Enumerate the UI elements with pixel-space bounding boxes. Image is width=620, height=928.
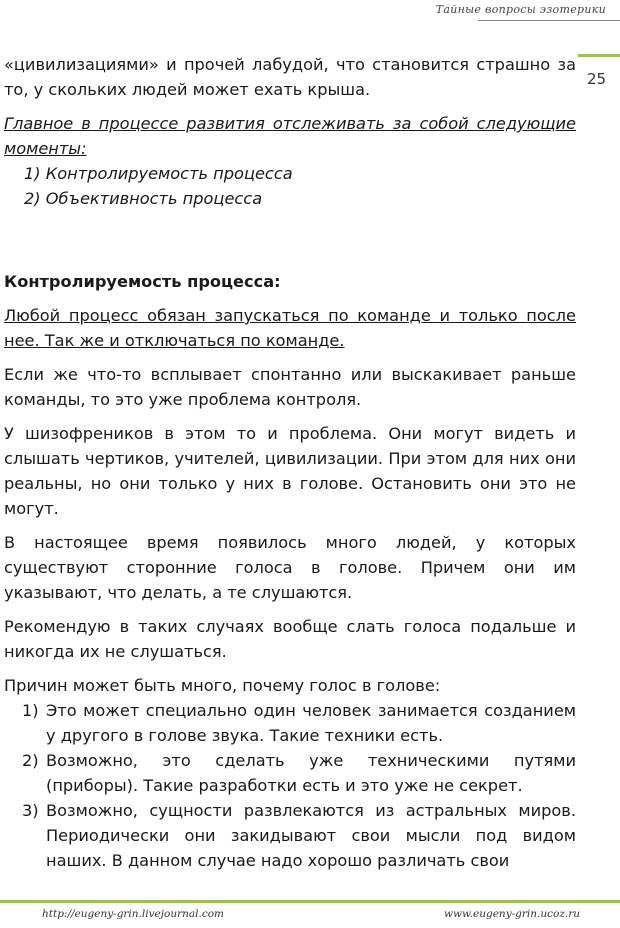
paragraph: Причин может быть много, почему голос в голове: [4, 676, 441, 695]
running-header-title: Тайные вопросы эзотерики [435, 3, 606, 16]
list-item-text: Объективность процесса [45, 189, 263, 208]
header-rule [478, 20, 620, 21]
list-item-number: 2) [24, 189, 41, 208]
list-item [4, 798, 576, 873]
footer-accent-bar [0, 900, 620, 903]
list-item-text: Возможно, сущности развлекаются из астральных миров. Периодически они закидывают свои мысли под видом наших. В данном случае надо хорошо различать свои [46, 801, 576, 870]
list-item [4, 698, 576, 748]
list-item-text: Контролируемость процесса [45, 164, 293, 183]
paragraph: В настоящее время появилось много людей, у которых существуют сторонние голоса в голове. Причем они им указывают, что делать, а те слушаются. [4, 533, 576, 602]
paragraph-continued: «цивилизациями» и прочей лабудой, что становится страшно за то, у скольких людей может ехать крыша. [4, 55, 576, 99]
list-item-number: 1) [22, 701, 39, 720]
list-item [4, 161, 576, 186]
reasons-list [4, 698, 576, 873]
key-points-list [4, 161, 576, 211]
list-item [4, 748, 576, 798]
list-item [4, 186, 576, 211]
paragraph: Рекомендую в таких случаях вообще слать голоса подальше и никогда их не слушаться. [4, 617, 576, 661]
paragraph: Если же что-то всплывает спонтанно или выскакивает раньше команды, то это уже проблема контроля. [4, 365, 576, 409]
list-item-number: 2) [22, 751, 39, 770]
list-item-number: 3) [22, 801, 39, 820]
header-accent-bar [578, 54, 620, 57]
section-heading: Контролируемость процесса: [4, 272, 281, 291]
footer-link-website[interactable]: www.eugeny-grin.ucoz.ru [443, 908, 580, 920]
page-body [4, 52, 576, 873]
list-item-text: Это может специально один человек занимается созданием у другого в голове звука. Такие техники есть. [46, 701, 576, 745]
footer-link-livejournal[interactable]: http://eugeny-grin.livejournal.com [42, 908, 224, 920]
list-item-text: Возможно, это сделать уже техническими путями (приборы). Такие разработки есть и это уже не секрет. [46, 751, 576, 795]
paragraph-key-points-intro: Главное в процессе развития отслеживать за собой следующие моменты: [4, 114, 576, 158]
paragraph: У шизофреников в этом то и проблема. Они могут видеть и слышать чертиков, учителей, цивилизации. При этом для них они реальны, но они только у них в голове. Остановить они это не могут. [4, 424, 576, 518]
page-number: 25 [587, 70, 607, 88]
list-item-number: 1) [24, 164, 41, 183]
paragraph-rule: Любой процесс обязан запускаться по команде и только после нее. Так же и отключаться по команде. [4, 306, 576, 350]
